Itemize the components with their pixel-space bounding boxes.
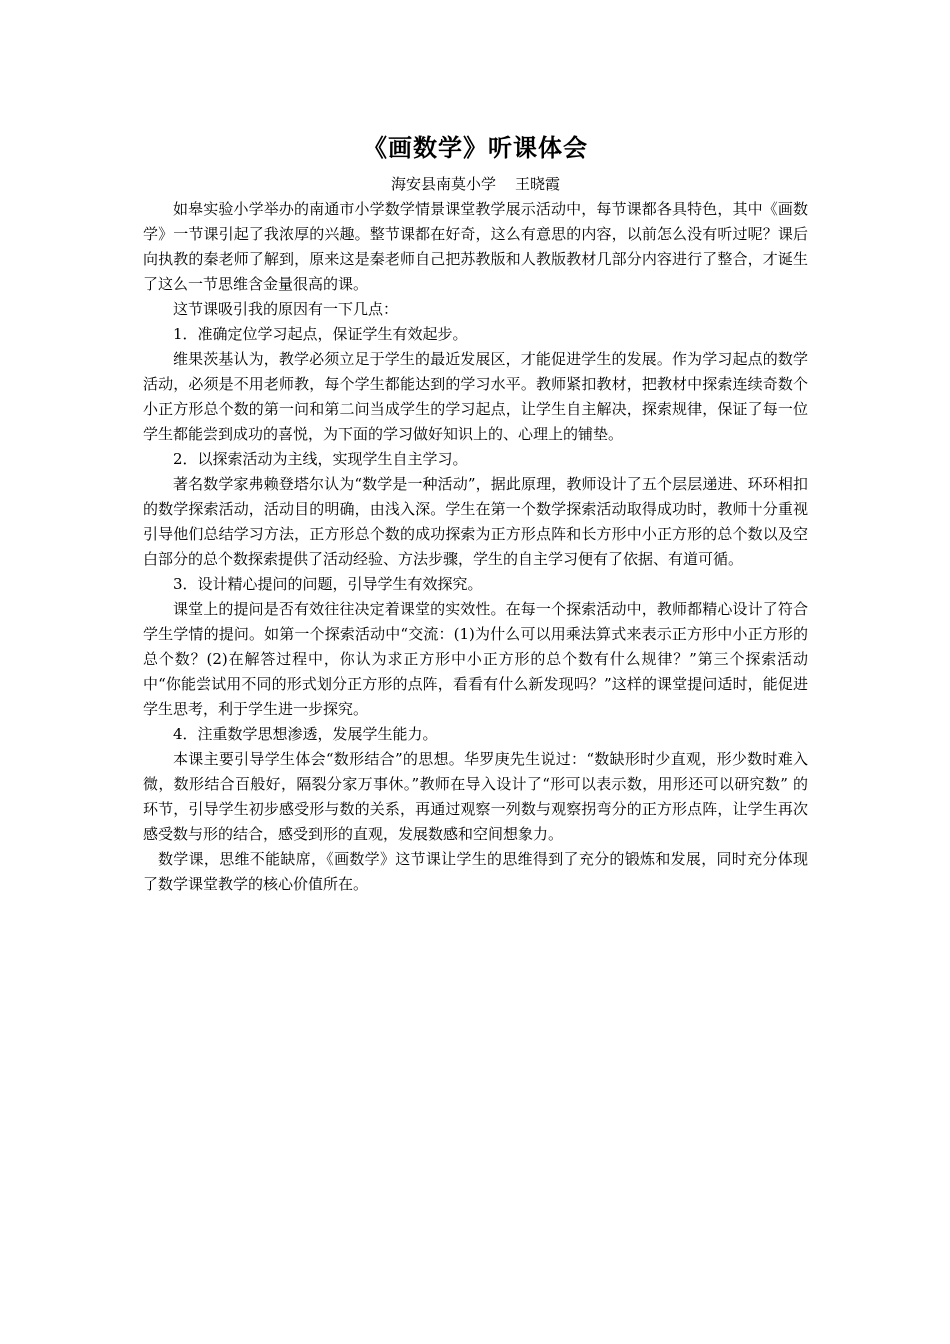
paragraph-conclusion: 数学课，思维不能缺席，《画数学》这节课让学生的思维得到了充分的锻炼和发展，同时充分体现了数学课堂教学的核心价值所在。 — [143, 850, 808, 893]
document-body — [143, 130, 808, 897]
paragraph-reasons-lead: 这节课吸引我的原因有一下几点： — [173, 300, 399, 318]
paragraph-intro: 如皋实验小学举办的南通市小学数学情景课堂教学展示活动中，每节课都各具特色，其中《画数学》一节课引起了我浓厚的兴趣。整节课都在好奇，这么有意思的内容，以前怎么没有听过呢？课后向执教的秦老师了解到，原来这是秦老师自己把苏教版和人教版教材几部分内容进行了整合，才诞生了这么一节思维含金量很高的课。 — [143, 200, 808, 293]
heading-point-2: 2．以探索活动为主线，实现学生自主学习。 — [173, 450, 468, 468]
heading-point-1: 1．准确定位学习起点，保证学生有效起步。 — [173, 325, 468, 343]
paragraph-point-2: 著名数学家弗赖登塔尔认为“数学是一种活动”，据此原理，教师设计了五个层层递进、环环相扣的数学探索活动，活动目的明确，由浅入深。学生在第一个数学探索活动取得成功时，教师十分重视引导他们总结学习方法，正方形总个数的成功探索为正方形点阵和长方形中小正方形的总个数以及空白部分的总个数探索提供了活动经验、方法步骤，学生的自主学习便有了依据、有道可循。 — [143, 475, 808, 568]
paragraph-point-3: 课堂上的提问是否有效往往决定着课堂的实效性。在每一个探索活动中，教师都精心设计了符合学生学情的提问。如第一个探索活动中“交流：(1)为什么可以用乘法算式来表示正方形中小正方形的总个数？(2)在解答过程中，你认为求正方形中小正方形的总个数有什么规律？”第三个探索活动中“你能尝试用不同的形式划分正方形的点阵，看看有什么新发现吗？”这样的课堂提问适时，能促进学生思考，利于学生进一步探究。 — [143, 600, 808, 718]
heading-point-3: 3．设计精心提问的问题，引导学生有效探究。 — [173, 575, 483, 593]
paragraph-point-1: 维果茨基认为，教学必须立足于学生的最近发展区，才能促进学生的发展。作为学习起点的数学活动，必须是不用老师教，每个学生都能达到的学习水平。教师紧扣教材，把教材中探索连续奇数个小正方形总个数的第一问和第二问当成学生的学习起点，让学生自主解决，探索规律，保证了每一位学生都能尝到成功的喜悦，为下面的学习做好知识上的、心理上的铺垫。 — [143, 350, 808, 443]
document-title: 《画数学》听课体会 — [363, 134, 588, 162]
heading-point-4: 4．注重数学思想渗透，发展学生能力。 — [173, 725, 438, 743]
paragraph-point-4: 本课主要引导学生体会“数形结合”的思想。华罗庚先生说过：“数缺形时少直观，形少数时难入微，数形结合百般好，隔裂分家万事休。”教师在导入设计了“形可以表示数，用形还可以研究数” 的环节，引导学生初步感受形与数的关系，再通过观察一列数与观察拐弯分的正方形点阵，让学生再次感受数与形的结合，感受到形的直观，发展数感和空间想象力。 — [143, 750, 808, 843]
author-line: 海安县南莫小学 王晓霞 — [390, 175, 561, 193]
